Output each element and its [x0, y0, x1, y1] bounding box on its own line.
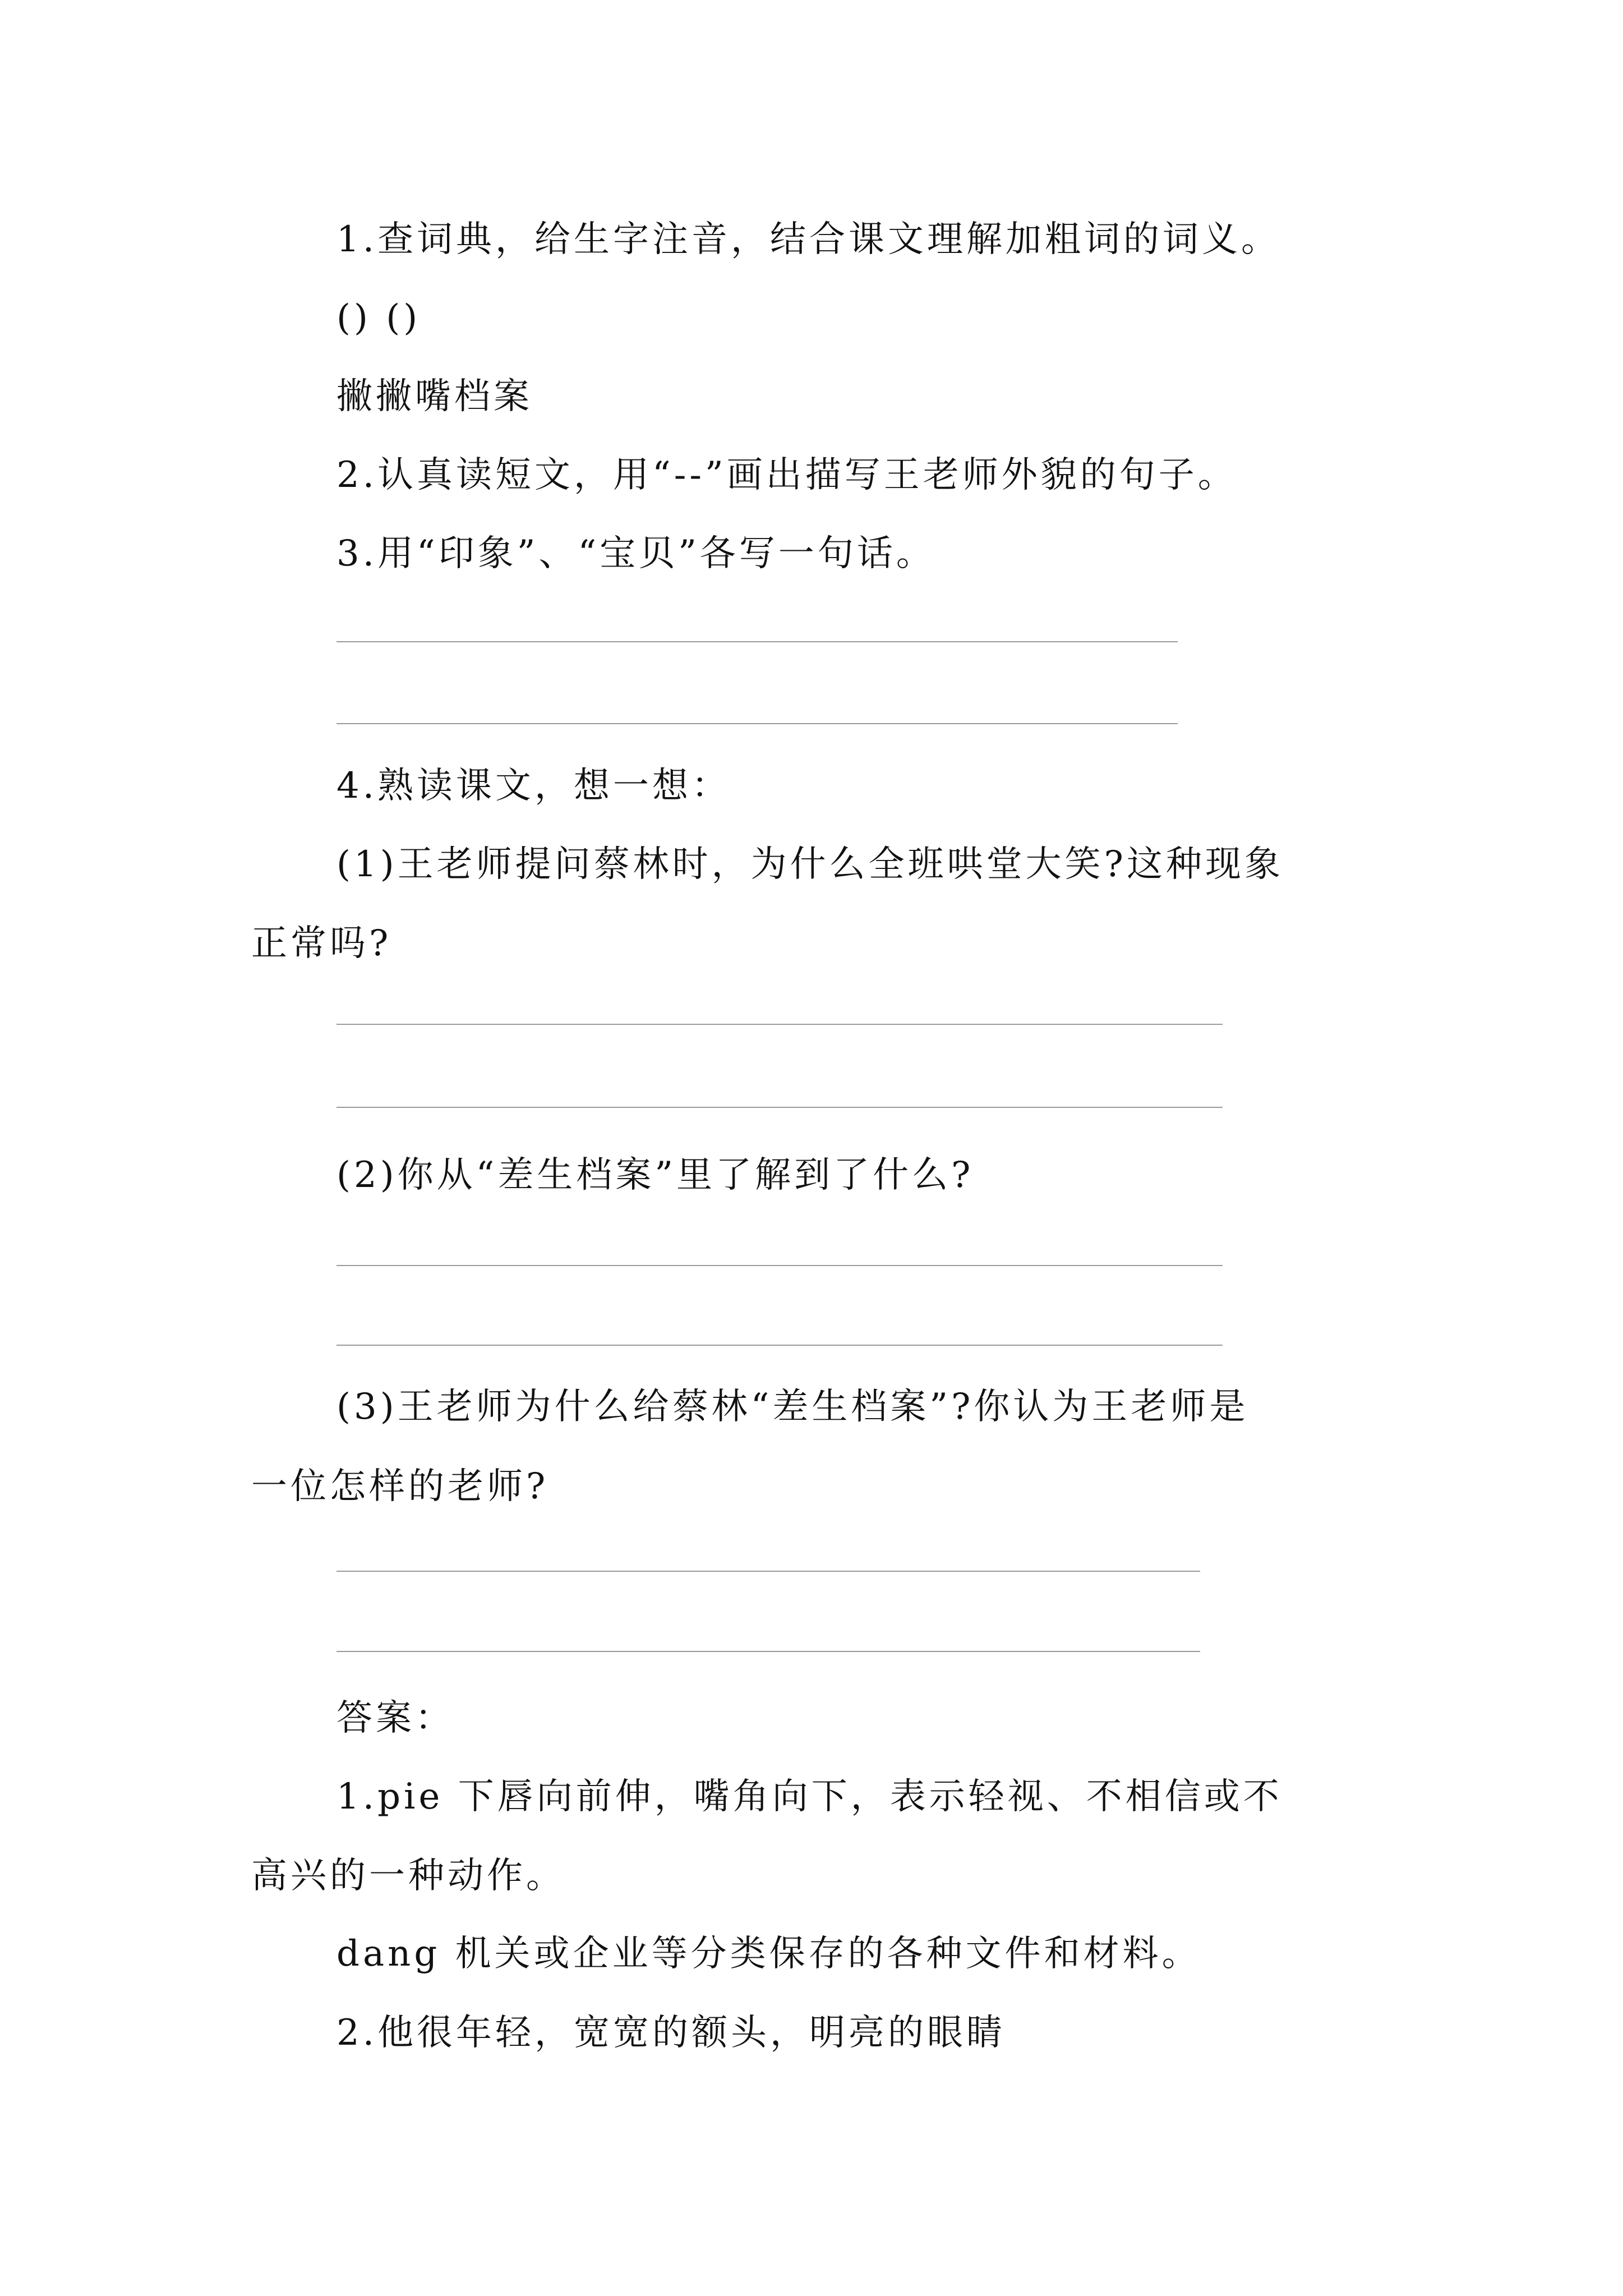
question-4-3-line1: (3)王老师为什么给蔡林“差生档案”?你认为王老师是 [336, 1386, 1249, 1428]
question-4-1-line1: (1)王老师提问蔡林时，为什么全班哄堂大笑?这种现象 [336, 844, 1284, 885]
answers-heading: 答案： [336, 1697, 454, 1739]
answer-1-line2: 高兴的一种动作。 [251, 1855, 565, 1897]
answer-line-q4-2-2[interactable] [336, 1345, 1223, 1346]
question-1-blanks: () () [336, 297, 421, 339]
answer-line-q3-1[interactable] [336, 641, 1178, 642]
question-3-prompt: 3.用“印象”、“宝贝”各写一句话。 [336, 533, 935, 574]
question-4-2-line1: (2)你从“差生档案”里了解到了什么? [336, 1154, 974, 1196]
question-4-1-line2: 正常吗? [251, 923, 392, 964]
answer-line-q4-2-1[interactable] [336, 1265, 1223, 1266]
answer-line-q4-1-1[interactable] [336, 1024, 1223, 1025]
answer-line-q4-1-2[interactable] [336, 1107, 1223, 1108]
answer-2-line1: 2.他很年轻，宽宽的额头，明亮的眼睛 [336, 2012, 1006, 2054]
answer-line-q4-3-1[interactable] [336, 1571, 1200, 1572]
question-4-prompt: 4.熟读课文，想一想： [336, 765, 731, 807]
answer-1-line3: dang 机关或企业等分类保存的各种文件和材料。 [336, 1933, 1201, 1975]
answer-line-q4-3-2[interactable] [336, 1651, 1200, 1652]
question-2-prompt: 2.认真读短文，用“--”画出描写王老师外貌的句子。 [336, 454, 1237, 496]
answer-1-line1: 1.pie 下唇向前伸，嘴角向下，表示轻视、不相信或不 [336, 1776, 1283, 1818]
question-4-3-line2: 一位怎样的老师? [251, 1466, 549, 1507]
answer-line-q3-2[interactable] [336, 723, 1178, 724]
question-1-words: 撇撇嘴档案 [336, 376, 533, 417]
question-1-prompt: 1.查词典，给生字注音，结合课文理解加粗词的词义。 [336, 219, 1281, 260]
